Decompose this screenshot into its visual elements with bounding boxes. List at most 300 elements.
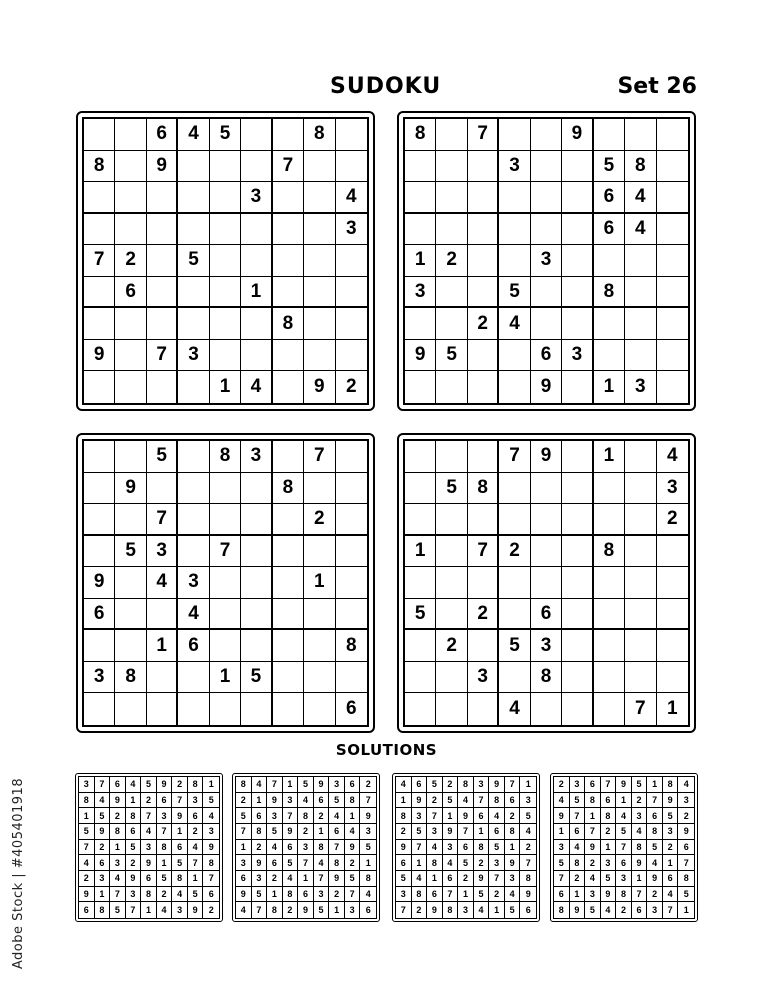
puzzle-cell[interactable]: 7 [210,536,241,568]
puzzle-cell[interactable] [210,277,241,309]
puzzle-cell[interactable] [594,340,625,372]
puzzle-cell[interactable] [273,536,304,568]
puzzle-cell[interactable] [210,340,241,372]
puzzle-cell[interactable] [273,662,304,694]
puzzle-cell[interactable] [657,371,688,403]
puzzle-cell[interactable]: 9 [115,473,146,505]
puzzle-cell[interactable]: 5 [241,662,272,694]
puzzle-cell[interactable]: 3 [657,473,688,505]
puzzle-cell[interactable] [241,504,272,536]
puzzle-cell[interactable] [625,441,656,473]
puzzle-cell[interactable]: 9 [84,567,115,599]
puzzle-cell[interactable] [304,277,335,309]
puzzle-cell[interactable] [657,536,688,568]
puzzle-cell[interactable] [562,630,593,662]
puzzle-cell[interactable] [436,441,467,473]
puzzle-cell[interactable]: 9 [531,371,562,403]
puzzle-cell[interactable] [336,340,367,372]
puzzle-cell[interactable] [562,567,593,599]
puzzle-cell[interactable]: 7 [499,441,530,473]
puzzle-cell[interactable]: 8 [304,119,335,151]
puzzle-cell[interactable] [436,214,467,246]
puzzle-cell[interactable] [147,214,178,246]
puzzle-cell[interactable] [468,441,499,473]
puzzle-cell[interactable] [657,630,688,662]
puzzle-cell[interactable] [273,182,304,214]
puzzle-cell[interactable] [657,151,688,183]
puzzle-cell[interactable]: 3 [531,245,562,277]
puzzle-cell[interactable]: 5 [147,441,178,473]
puzzle-cell[interactable]: 7 [84,245,115,277]
puzzle-cell[interactable]: 6 [147,119,178,151]
puzzle-cell[interactable]: 8 [531,662,562,694]
puzzle-cell[interactable] [84,504,115,536]
puzzle-cell[interactable] [562,662,593,694]
puzzle-cell[interactable] [436,536,467,568]
puzzle-cell[interactable] [499,245,530,277]
puzzle-cell[interactable] [273,599,304,631]
puzzle-cell[interactable]: 3 [499,151,530,183]
puzzle-cell[interactable] [405,630,436,662]
puzzle-cell[interactable] [531,277,562,309]
puzzle-cell[interactable]: 8 [273,473,304,505]
puzzle-cell[interactable] [436,567,467,599]
puzzle-cell[interactable] [562,536,593,568]
puzzle-cell[interactable]: 5 [178,245,209,277]
puzzle-cell[interactable] [562,214,593,246]
puzzle-cell[interactable] [115,151,146,183]
puzzle-cell[interactable] [625,662,656,694]
puzzle-cell[interactable] [241,119,272,151]
puzzle-cell[interactable] [115,504,146,536]
puzzle-cell[interactable] [178,504,209,536]
puzzle-cell[interactable]: 7 [304,441,335,473]
puzzle-cell[interactable] [405,371,436,403]
puzzle-cell[interactable]: 9 [405,340,436,372]
puzzle-cell[interactable] [468,151,499,183]
puzzle-cell[interactable] [147,693,178,725]
puzzle-cell[interactable] [115,599,146,631]
puzzle-cell[interactable] [499,214,530,246]
puzzle-cell[interactable] [657,662,688,694]
puzzle-cell[interactable] [210,151,241,183]
puzzle-cell[interactable] [304,630,335,662]
puzzle-cell[interactable]: 7 [147,504,178,536]
puzzle-cell[interactable] [468,504,499,536]
puzzle-cell[interactable] [147,371,178,403]
puzzle-cell[interactable] [304,693,335,725]
puzzle-cell[interactable]: 2 [304,504,335,536]
puzzle-cell[interactable]: 7 [273,151,304,183]
puzzle-cell[interactable]: 5 [210,119,241,151]
puzzle-cell[interactable] [405,214,436,246]
puzzle-cell[interactable] [594,308,625,340]
puzzle-cell[interactable]: 6 [178,630,209,662]
puzzle-cell[interactable] [562,693,593,725]
puzzle-cell[interactable] [84,441,115,473]
puzzle-cell[interactable]: 9 [147,151,178,183]
puzzle-cell[interactable] [84,693,115,725]
puzzle-cell[interactable] [115,308,146,340]
puzzle-cell[interactable] [594,473,625,505]
puzzle-cell[interactable] [405,182,436,214]
puzzle-cell[interactable]: 4 [178,119,209,151]
puzzle-cell[interactable]: 3 [147,536,178,568]
puzzle-cell[interactable] [84,630,115,662]
puzzle-cell[interactable]: 8 [468,473,499,505]
puzzle-cell[interactable] [273,119,304,151]
puzzle-cell[interactable] [84,214,115,246]
puzzle-cell[interactable]: 8 [115,662,146,694]
puzzle-cell[interactable]: 4 [336,182,367,214]
puzzle-cell[interactable] [531,182,562,214]
puzzle-cell[interactable] [562,599,593,631]
puzzle-cell[interactable]: 6 [531,340,562,372]
puzzle-cell[interactable]: 5 [594,151,625,183]
puzzle-cell[interactable]: 3 [241,182,272,214]
puzzle-cell[interactable] [499,340,530,372]
puzzle-cell[interactable] [625,119,656,151]
puzzle-cell[interactable] [594,630,625,662]
puzzle-cell[interactable]: 3 [625,371,656,403]
puzzle-cell[interactable] [147,308,178,340]
puzzle-cell[interactable] [562,277,593,309]
puzzle-cell[interactable] [273,693,304,725]
puzzle-cell[interactable] [657,340,688,372]
puzzle-cell[interactable] [241,340,272,372]
puzzle-cell[interactable] [468,214,499,246]
puzzle-cell[interactable] [273,340,304,372]
puzzle-cell[interactable] [304,662,335,694]
puzzle-cell[interactable]: 8 [594,536,625,568]
puzzle-cell[interactable] [594,662,625,694]
puzzle-cell[interactable]: 2 [115,245,146,277]
puzzle-cell[interactable] [405,473,436,505]
puzzle-cell[interactable] [304,214,335,246]
puzzle-cell[interactable] [531,504,562,536]
puzzle-cell[interactable] [336,308,367,340]
puzzle-cell[interactable] [210,308,241,340]
puzzle-cell[interactable]: 5 [405,599,436,631]
puzzle-cell[interactable]: 3 [241,441,272,473]
puzzle-cell[interactable] [625,630,656,662]
puzzle-cell[interactable] [499,599,530,631]
puzzle-cell[interactable] [499,182,530,214]
puzzle-cell[interactable]: 4 [657,441,688,473]
puzzle-cell[interactable]: 1 [147,630,178,662]
puzzle-cell[interactable] [562,245,593,277]
puzzle-cell[interactable]: 4 [499,693,530,725]
puzzle-cell[interactable] [178,182,209,214]
puzzle-cell[interactable] [147,662,178,694]
puzzle-cell[interactable] [147,182,178,214]
puzzle-cell[interactable] [531,473,562,505]
puzzle-cell[interactable]: 5 [499,630,530,662]
puzzle-cell[interactable] [657,308,688,340]
puzzle-cell[interactable] [562,441,593,473]
puzzle-cell[interactable] [273,504,304,536]
puzzle-cell[interactable] [241,308,272,340]
puzzle-cell[interactable] [178,308,209,340]
puzzle-cell[interactable] [562,151,593,183]
puzzle-cell[interactable] [336,662,367,694]
puzzle-cell[interactable]: 6 [531,599,562,631]
puzzle-cell[interactable] [468,277,499,309]
puzzle-cell[interactable] [405,441,436,473]
puzzle-cell[interactable]: 8 [594,277,625,309]
puzzle-cell[interactable]: 5 [115,536,146,568]
puzzle-cell[interactable] [436,277,467,309]
puzzle-cell[interactable] [468,371,499,403]
puzzle-cell[interactable] [115,371,146,403]
puzzle-cell[interactable] [84,119,115,151]
puzzle-cell[interactable] [304,340,335,372]
puzzle-cell[interactable]: 2 [468,599,499,631]
puzzle-cell[interactable] [210,630,241,662]
puzzle-cell[interactable]: 2 [345,376,357,398]
puzzle-cell[interactable]: 4 [625,182,656,214]
puzzle-cell[interactable]: 5 [436,340,467,372]
puzzle-cell[interactable]: 1 [210,662,241,694]
puzzle-cell[interactable]: 1 [304,567,335,599]
puzzle-cell[interactable] [468,182,499,214]
puzzle-cell[interactable] [436,182,467,214]
puzzle-cell[interactable] [562,504,593,536]
puzzle-cell[interactable] [147,473,178,505]
puzzle-cell[interactable] [625,567,656,599]
puzzle-cell[interactable] [147,599,178,631]
puzzle-cell[interactable] [336,151,367,183]
puzzle-cell[interactable] [84,308,115,340]
puzzle-cell[interactable]: 1 [241,277,272,309]
puzzle-cell[interactable] [436,151,467,183]
puzzle-cell[interactable] [210,567,241,599]
puzzle-cell[interactable] [499,119,530,151]
puzzle-cell[interactable]: 3 [178,340,209,372]
puzzle-cell[interactable] [273,371,304,403]
puzzle-cell[interactable] [468,567,499,599]
puzzle-cell[interactable]: 9 [84,340,115,372]
puzzle-cell[interactable] [273,245,304,277]
puzzle-cell[interactable]: 1 [594,371,625,403]
puzzle-cell[interactable] [273,441,304,473]
puzzle-cell[interactable] [178,277,209,309]
puzzle-cell[interactable]: 1 [405,536,436,568]
puzzle-cell[interactable] [241,473,272,505]
puzzle-cell[interactable] [210,599,241,631]
puzzle-cell[interactable] [657,214,688,246]
puzzle-cell[interactable] [178,371,209,403]
puzzle-cell[interactable] [405,308,436,340]
puzzle-cell[interactable] [178,151,209,183]
puzzle-cell[interactable] [468,340,499,372]
puzzle-cell[interactable] [241,567,272,599]
puzzle-cell[interactable] [115,340,146,372]
puzzle-cell[interactable] [304,473,335,505]
puzzle-cell[interactable] [115,441,146,473]
puzzle-cell[interactable]: 7 [147,340,178,372]
puzzle-cell[interactable] [241,693,272,725]
puzzle-cell[interactable] [625,599,656,631]
puzzle-cell[interactable] [304,151,335,183]
puzzle-cell[interactable]: 2 [468,308,499,340]
puzzle-cell[interactable] [468,245,499,277]
puzzle-cell[interactable]: 9 [562,119,593,151]
puzzle-cell[interactable] [336,441,367,473]
puzzle-cell[interactable] [210,214,241,246]
puzzle-cell[interactable] [273,630,304,662]
puzzle-cell[interactable] [499,504,530,536]
puzzle-cell[interactable] [304,536,335,568]
puzzle-cell[interactable]: 3 [178,567,209,599]
puzzle-cell[interactable] [115,693,146,725]
puzzle-cell[interactable]: 5 [436,473,467,505]
puzzle-cell[interactable] [336,119,367,151]
puzzle-cell[interactable] [84,182,115,214]
puzzle-cell[interactable]: 8 [405,119,436,151]
puzzle-cell[interactable] [499,567,530,599]
puzzle-cell[interactable]: 5 [499,277,530,309]
puzzle-cell[interactable] [304,599,335,631]
puzzle-cell[interactable] [625,536,656,568]
puzzle-cell[interactable] [304,245,335,277]
puzzle-cell[interactable]: 1 [210,371,241,403]
puzzle-cell[interactable] [562,473,593,505]
puzzle-cell[interactable] [594,599,625,631]
puzzle-cell[interactable] [657,567,688,599]
puzzle-cell[interactable] [241,245,272,277]
puzzle-cell[interactable]: 3 [405,277,436,309]
puzzle-cell[interactable]: 3 [468,662,499,694]
puzzle-cell[interactable]: 7 [468,119,499,151]
puzzle-cell[interactable] [436,599,467,631]
puzzle-cell[interactable] [210,504,241,536]
puzzle-cell[interactable]: 7 [625,693,656,725]
puzzle-cell[interactable] [436,119,467,151]
puzzle-cell[interactable] [178,214,209,246]
puzzle-cell[interactable] [531,308,562,340]
puzzle-cell[interactable] [657,277,688,309]
puzzle-cell[interactable]: 2 [657,504,688,536]
puzzle-cell[interactable] [594,693,625,725]
puzzle-cell[interactable] [178,693,209,725]
puzzle-cell[interactable] [336,277,367,309]
puzzle-cell[interactable] [625,245,656,277]
puzzle-cell[interactable] [241,214,272,246]
puzzle-cell[interactable] [115,119,146,151]
puzzle-cell[interactable] [336,504,367,536]
puzzle-cell[interactable] [241,630,272,662]
puzzle-cell[interactable] [147,245,178,277]
puzzle-cell[interactable] [594,567,625,599]
puzzle-cell[interactable] [657,245,688,277]
puzzle-cell[interactable] [115,630,146,662]
puzzle-cell[interactable] [241,151,272,183]
puzzle-cell[interactable] [531,151,562,183]
puzzle-cell[interactable] [625,308,656,340]
puzzle-cell[interactable]: 1 [666,698,678,720]
puzzle-cell[interactable] [594,504,625,536]
puzzle-cell[interactable] [336,473,367,505]
puzzle-cell[interactable] [562,182,593,214]
puzzle-cell[interactable] [625,340,656,372]
puzzle-cell[interactable]: 2 [436,630,467,662]
puzzle-cell[interactable]: 8 [273,308,304,340]
puzzle-cell[interactable] [625,473,656,505]
puzzle-cell[interactable]: 4 [499,308,530,340]
puzzle-cell[interactable] [178,536,209,568]
puzzle-cell[interactable] [436,371,467,403]
puzzle-cell[interactable] [115,214,146,246]
puzzle-cell[interactable] [115,567,146,599]
puzzle-cell[interactable] [531,567,562,599]
puzzle-cell[interactable] [84,473,115,505]
puzzle-cell[interactable]: 1 [594,441,625,473]
puzzle-cell[interactable] [273,277,304,309]
puzzle-cell[interactable] [241,536,272,568]
puzzle-cell[interactable] [468,693,499,725]
puzzle-cell[interactable] [210,473,241,505]
puzzle-cell[interactable] [499,371,530,403]
puzzle-cell[interactable]: 6 [84,599,115,631]
puzzle-cell[interactable]: 9 [304,371,335,403]
puzzle-cell[interactable]: 4 [147,567,178,599]
puzzle-cell[interactable] [468,630,499,662]
puzzle-cell[interactable] [178,473,209,505]
puzzle-cell[interactable]: 3 [336,214,367,246]
puzzle-cell[interactable] [657,599,688,631]
puzzle-cell[interactable] [436,693,467,725]
puzzle-cell[interactable] [210,245,241,277]
puzzle-cell[interactable]: 2 [436,245,467,277]
puzzle-cell[interactable] [210,693,241,725]
puzzle-cell[interactable] [531,536,562,568]
puzzle-cell[interactable]: 6 [594,182,625,214]
puzzle-cell[interactable] [625,277,656,309]
puzzle-cell[interactable]: 4 [178,599,209,631]
puzzle-cell[interactable] [657,182,688,214]
puzzle-cell[interactable]: 8 [336,630,367,662]
puzzle-cell[interactable] [178,662,209,694]
puzzle-cell[interactable] [405,662,436,694]
puzzle-cell[interactable] [336,599,367,631]
puzzle-cell[interactable] [405,693,436,725]
puzzle-cell[interactable]: 7 [468,536,499,568]
puzzle-cell[interactable]: 9 [531,441,562,473]
puzzle-cell[interactable] [499,662,530,694]
puzzle-cell[interactable] [147,277,178,309]
puzzle-cell[interactable] [531,119,562,151]
puzzle-cell[interactable] [531,693,562,725]
puzzle-cell[interactable] [562,371,593,403]
puzzle-cell[interactable] [657,119,688,151]
puzzle-cell[interactable] [336,567,367,599]
puzzle-cell[interactable] [210,182,241,214]
puzzle-cell[interactable] [405,504,436,536]
puzzle-cell[interactable] [304,182,335,214]
puzzle-cell[interactable]: 6 [594,214,625,246]
puzzle-cell[interactable] [436,662,467,694]
puzzle-cell[interactable] [304,308,335,340]
puzzle-cell[interactable]: 8 [210,441,241,473]
puzzle-cell[interactable] [273,214,304,246]
puzzle-cell[interactable] [436,504,467,536]
puzzle-cell[interactable] [594,245,625,277]
puzzle-cell[interactable]: 4 [625,214,656,246]
puzzle-cell[interactable] [84,536,115,568]
puzzle-cell[interactable] [115,182,146,214]
puzzle-cell[interactable] [499,473,530,505]
